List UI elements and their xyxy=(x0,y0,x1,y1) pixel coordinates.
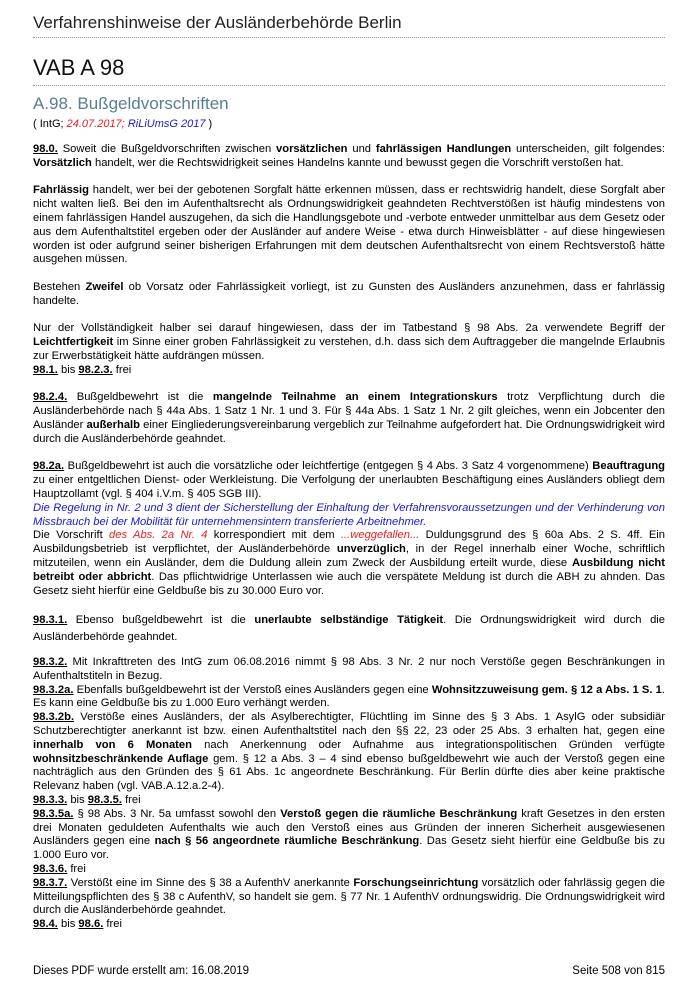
section-ref-link[interactable]: 98.2.4. xyxy=(33,391,68,404)
paragraph-fahrlaessig: Fahrlässig handelt, wer bei der gebotenen Sorgfalt hätte erkennen müssen, dass er rechtswidrig handelt, diese Sorgfalt aber nicht walten ließ. Bei den im Aufenthaltsrecht als Ordnungswidrigkeit geahndeten Rechtverstößen ist häufig mindestens von einem fahrlässigen Handel auszugehen, da sich die Handlungsgebote und -verbote entweder unmittelbar aus dem Gesetz oder aus dem Aufenthaltstitel ergeben oder der Ausländer auf andere Weise - etwa durch Hinweisblätter - auf diese hingewiesen worden ist oder aufgrund seiner bisherigen Erfahrungen mit dem deutschen Aufenthaltsrecht von einem Rechtsverstoß hätte ausgehen müssen. xyxy=(33,184,665,266)
section-ref-link[interactable]: 98.3.7. xyxy=(33,876,68,889)
citation-line xyxy=(33,118,212,130)
section-ref-link[interactable]: 98.4. xyxy=(33,918,58,931)
paragraph-98-3-3: 98.3.3. bis 98.3.5. frei xyxy=(33,794,141,807)
document-header-title: Verfahrenshinweise der Ausländerbehörde Berlin xyxy=(33,13,402,32)
section-ref-link[interactable]: 98.0. xyxy=(33,143,58,155)
section-ref-link[interactable]: 98.3.2b. xyxy=(33,711,75,724)
page-footer xyxy=(33,965,665,977)
section-title: A.98. Bußgeldvorschriften xyxy=(33,94,229,113)
section-ref-link[interactable]: 98.1. xyxy=(33,363,58,376)
section-ref-link[interactable]: 98.2.3. xyxy=(78,363,113,376)
section-ref-link[interactable]: 98.3.2a. xyxy=(33,683,74,696)
paragraph-98-3-7: 98.3.7. Verstößt eine im Sinne des § 38 a AufenthV anerkannte Forschungseinrichtung vorsätzlich oder fahrlässig gegen die Mitteilungspflichten des § 38 c AufenthV, so handelt sie gem. § 77 Nr. 1 AufenthV ordnungswidrig. Die Ordnungswidrigkeit wird durch die Ausländerbehörde geahndet. xyxy=(33,876,665,917)
paragraph-98-1: 98.1. bis 98.2.3. frei xyxy=(33,363,132,376)
paragraph-98-2a-cont: Die Vorschrift des Abs. 2a Nr. 4 korrespondiert mit dem ...weggefallen... Duldungsgrund des § 60a Abs. 2 S. 4ff. Ein Ausbildungsbetrieb ist verpflichtet, der Ausländerbehörde unverzüglich, in der Regel innerhalb einer Woche, schriftlich mitzuteilen, wenn ein Ausländer, dem die Duldung allein zum Zweck der Ausbildung erteilt wurde, diese Ausbildung nicht betreibt oder abbricht. Das pflichtwidrige Unterlassen wie auch die verspätete Meldung ist durch die ABH zu ahnden. Das Gesetz sieht hierfür eine Geldbuße bis zu 30.000 Euro vor. xyxy=(33,529,666,597)
paragraph-98-2a: 98.2a. Bußgeldbewehrt ist auch die vorsätzliche oder leichtfertige (entgegen § 4 Abs. 3 Satz 4 vorgenommene) Beauftragung zu einer entgeltlichen Dienst- oder Werkleistung. Die Verfolgung der unerlaubten Beschäftigung eines Ausländers obliegt dem Hauptzollamt (vgl. § 404 i.V.m. § 405 SGB III). xyxy=(33,460,665,500)
citation-open: ( IntG; xyxy=(33,118,67,130)
paragraph-98-0: 98.0. Soweit die Bußgeldvorschriften zwischen vorsätzlichen und fahrlässigen Handlungen unterscheiden, gilt folgendes: Vorsätzlich handelt, wer die Rechtswidrigkeit seines Handelns kannte und bewusst gegen die Vorschrift verstoßen hat. xyxy=(33,143,665,169)
paragraph-98-3-1: 98.3.1. Ebenso bußgeldbewehrt ist die unerlaubte selbständige Tätigkeit. Die Ordnungswidrigkeit wird durch die Ausländerbehörde geahndet. xyxy=(33,614,665,644)
document-body xyxy=(33,143,665,932)
paragraph-98-3-6: 98.3.6. frei xyxy=(33,863,86,876)
section-ref-link[interactable]: 98.6. xyxy=(78,918,104,931)
citation-date: 24.07.2017; xyxy=(66,118,125,130)
footer-created-date: Dieses PDF wurde erstellt am: 16.08.2019 xyxy=(33,965,250,977)
paragraph-98-2-4: 98.2.4. Bußgeldbewehrt ist die mangelnde Teilnahme an einem Integrationskurs trotz Verpflichtung durch die Ausländerbehörde nach § 44a Abs. 1 Satz 1 Nr. 1 und 3. Für § 44a Abs. 1 Satz 1 Nr. 2 gilt gleiches, wenn ein Jobcenter den Ausländer außerhalb einer Eingliederungsvereinbarung vergeblich zur Teilnahme aufgefordert hat. Die Ordnungswidrigkeit wird durch die Ausländerbehörde geahndet. xyxy=(33,391,665,445)
amendment-note: Die Regelung in Nr. 2 und 3 dient der Sicherstellung der Einhaltung der Verfahrensvoraussetzungen und der Verhinderung von Missbrauch bei der Mobilität für unternehmensintern transferierte Arbeitnehmer. xyxy=(33,501,665,528)
section-ref-link[interactable]: 98.3.5. xyxy=(87,794,122,807)
title-divider xyxy=(33,85,665,86)
citation-close: ) xyxy=(205,118,213,130)
section-ref-link[interactable]: 98.3.6. xyxy=(33,863,68,876)
citation-link[interactable]: RiLiUmsG 2017 xyxy=(127,118,206,130)
footer-page-number: Seite 508 von 815 xyxy=(572,965,665,977)
paragraph-98-3-5a: 98.3.5a. § 98 Abs. 3 Nr. 5a umfasst sowohl den Verstoß gegen die räumliche Beschränkung kraft Gesetzes in den ersten drei Monaten geduldeten Aufenthalts wie auch den Verstoß eines aus Gründen der inneren Sicherheit ausgewiesenen Ausländers gegen eine nach § 56 angeordnete räumliche Beschränkung. Das Gesetz sieht hierfür eine Geldbuße bis zu 1.000 Euro vor. xyxy=(33,807,665,862)
paragraph-98-4: 98.4. bis 98.6. frei xyxy=(33,918,122,931)
paragraph-leichtfertigkeit: Nur der Vollständigkeit halber sei darauf hingewiesen, dass der im Tatbestand § 98 Abs. 2a verwendete Begriff der Leichtfertigkeit im Sinne einer groben Fahrlässigkeit zu verstehen, d.h. dass sich dem Auftraggeber die mangelnde Erlaubnis zur Erwerbstätigkeit hätte aufdrängen müssen. xyxy=(33,322,665,362)
section-ref-link[interactable]: 98.3.2. xyxy=(33,656,68,669)
header-divider xyxy=(33,37,665,38)
paragraph-98-3-2a: 98.3.2a. Ebenfalls bußgeldbewehrt ist der Verstoß eines Ausländers gegen eine Wohnsitzzuweisung gem. § 12 a Abs. 1 S. 1. Es kann eine Geldbuße bis zu 1.000 Euro verhängt werden. xyxy=(33,683,665,710)
section-ref-link[interactable]: 98.3.5a. xyxy=(33,807,74,820)
paragraph-98-3-2b: 98.3.2b. Verstöße eines Ausländers, der als Asylberechtigter, Flüchtling im Sinne des § 3 Abs. 1 AsylG oder subsidiär Schutzberechtigter anerkannt ist bzw. einen Aufenthaltstitel nach den §§ 22, 23 oder 25 Abs. 3 erhalten hat, gegen eine innerhalb von 6 Monaten nach Anerkennung oder Aufnahme aus integrationspolitischen Gründen verfügte wohnsitzbeschränkende Auflage gem. § 12 a Abs. 3 – 4 sind ebenso bußgeldbewehrt wie auch der Verstoß gegen eine nachträglich aus den Gründen des § 61 Abs. 1c angeordnete Beschränkung. Für Berlin dürfte dies aber keine praktische Relevanz haben (vgl. VAB.A.12.a.2-4). xyxy=(33,711,665,793)
paragraph-98-3-2: 98.3.2. Mit Inkrafttreten des IntG zum 06.08.2016 nimmt § 98 Abs. 3 Nr. 2 nur noch Verstöße gegen Beschränkungen in Aufenthaltstiteln in Bezug. xyxy=(33,656,665,682)
section-ref-link[interactable]: 98.3.3. xyxy=(33,794,68,807)
section-ref-link[interactable]: 98.2a. xyxy=(33,460,65,473)
section-ref-link[interactable]: 98.3.1. xyxy=(33,614,68,627)
document-code: VAB A 98 xyxy=(33,55,125,80)
paragraph-zweifel: Bestehen Zweifel ob Vorsatz oder Fahrlässigkeit vorliegt, ist zu Gunsten des Ausländers anzunehmen, dass er fahrlässig handelte. xyxy=(33,280,665,307)
